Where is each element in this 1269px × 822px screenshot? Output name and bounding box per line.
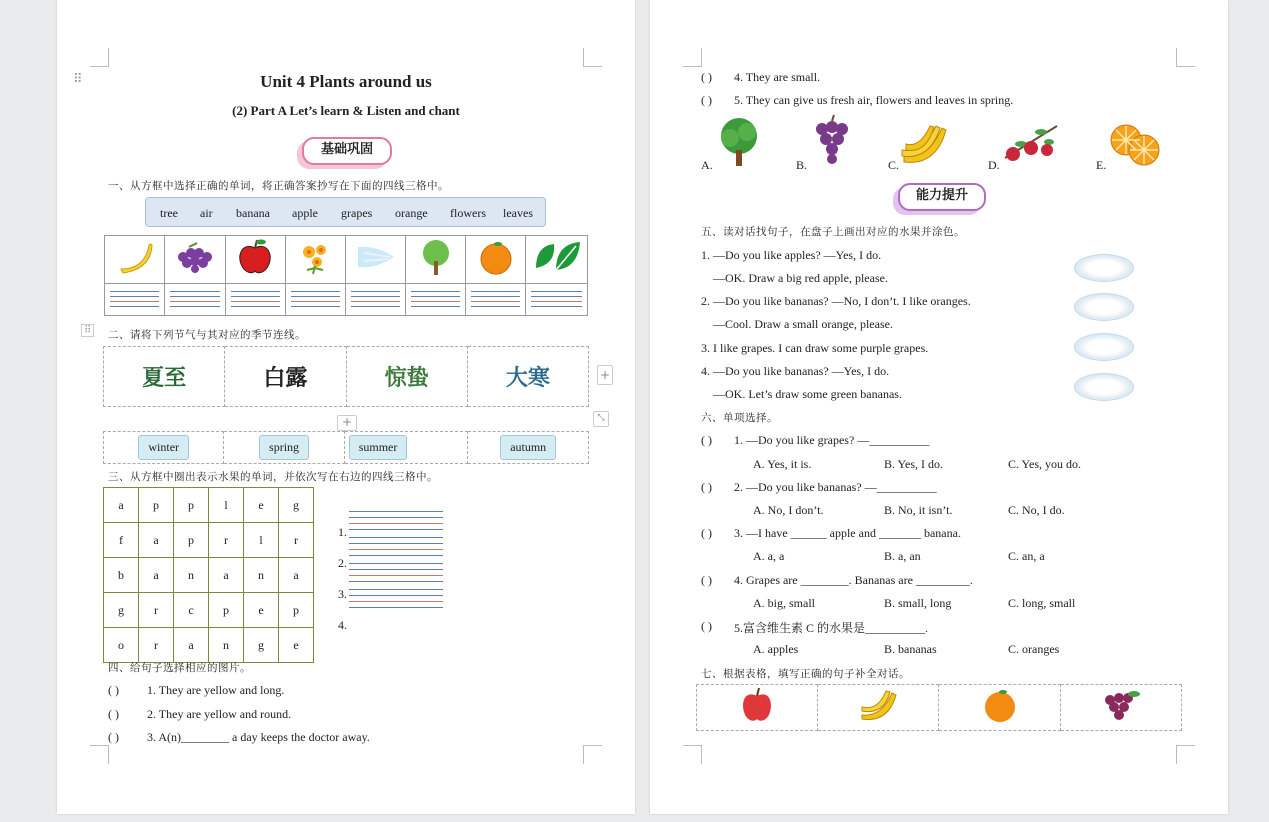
writing-lines[interactable] [466,284,526,316]
crop-mark [683,745,702,764]
section-1-instruction: 一、从方框中选择正确的单词，将正确答案抄写在下面的四线三格中。 [108,180,449,192]
writing-lines[interactable] [526,284,588,316]
grid-letter[interactable]: a [139,523,174,558]
option-label: A. [701,158,713,172]
question-text: 3. A(n)________ a day keeps the doctor away. [147,730,370,744]
crop-mark [1176,48,1195,67]
crop-mark [1176,745,1195,764]
plate[interactable] [1074,333,1134,361]
season-cell [344,432,468,464]
question-paren[interactable]: ( ) [701,573,712,587]
grid-letter[interactable]: r [139,628,174,663]
solar-term-art: 大寒 [505,365,550,391]
grid-letter[interactable]: a [279,558,314,593]
question-text: 5.富含维生素 C 的水果是__________. [734,621,929,635]
air-picture [345,236,406,284]
grid-letter[interactable]: l [209,488,244,523]
apple-picture [739,686,775,724]
option-label: D. [988,158,1000,172]
option-a[interactable]: A. No, I don’t. [753,503,824,517]
question-text: 4. They are small. [734,70,821,84]
question-paren[interactable]: ( ) [701,619,712,633]
season-label: autumn [500,435,556,460]
grid-letter[interactable]: n [244,558,279,593]
solar-term-cell [467,347,588,407]
grid-letter[interactable]: l [244,523,279,558]
option-label: B. [796,158,808,172]
dialog-line: —OK. Draw a big red apple, please. [713,271,888,285]
answer-number: 2. [338,556,347,570]
worksheet-page-2 [650,0,1228,814]
apple-tree-branch-picture [1001,118,1061,171]
tree-picture [406,236,466,284]
solar-term-art: 白露 [263,365,308,391]
section-3-instruction: 三、从方框中圈出表示水果的单词，并依次写在右边的四线三格中。 [108,471,438,483]
drag-handle-icon[interactable]: ⠿ [73,72,83,87]
option-c[interactable]: C. an, a [1008,549,1045,563]
answer-lines[interactable] [349,511,443,612]
word: grapes [341,206,373,220]
question-paren[interactable]: ( ) [701,480,712,494]
grid-letter[interactable]: f [104,523,139,558]
word: flowers [450,206,486,220]
grid-letter[interactable]: r [209,523,244,558]
grid-letter[interactable]: e [279,628,314,663]
season-cell [224,432,344,464]
bananas-picture [898,120,950,173]
question-paren[interactable]: ( ) [701,93,712,107]
grid-letter[interactable]: g [244,628,279,663]
grid-letter[interactable]: p [209,593,244,628]
apple-cell [697,685,818,731]
grapes-picture [808,113,856,172]
grid-letter[interactable]: p [279,593,314,628]
grapes-picture [1098,686,1144,724]
word: banana [236,206,270,220]
leaves-picture [526,236,588,284]
flowers-picture [285,236,345,284]
question-text: 3. —I have ______ apple and _______ banana. [734,526,961,540]
option-b[interactable]: B. Yes, I do. [884,457,944,471]
grid-letter[interactable]: a [209,558,244,593]
grid-letter[interactable]: e [244,593,279,628]
apple-picture [225,236,285,284]
word: apple [292,206,318,220]
dialog-line: —OK. Let’s draw some green bananas. [713,387,902,401]
plate[interactable] [1074,254,1134,282]
section-badge: 基础巩固 [302,137,392,165]
option-c[interactable]: C. long, small [1008,596,1076,610]
option-b[interactable]: B. a, an [884,549,921,563]
crop-mark [90,745,109,764]
section-4-instruction: 四、给句子选择相应的图片。 [108,662,251,674]
tree-picture [714,116,764,173]
section-7-instruction: 七、根据表格，填写正确的句子补全对话。 [701,668,910,680]
word: orange [395,206,428,220]
add-column-icon[interactable]: + [597,365,613,385]
option-b[interactable]: B. bananas [884,642,937,656]
option-a[interactable]: A. apples [753,642,799,656]
section-6-instruction: 六、单项选择。 [701,412,778,424]
dialog-line: 1. —Do you like apples? —Yes, I do. [701,248,882,262]
dialog-line: 3. I like grapes. I can draw some purple grapes. [701,341,929,355]
grid-letter[interactable]: r [279,523,314,558]
question-text: 2. —Do you like bananas? —__________ [734,480,937,494]
oranges-picture [1106,122,1162,173]
option-c[interactable]: C. oranges [1008,642,1060,656]
solar-term-art: 夏至 [142,365,187,391]
grid-letter[interactable]: p [139,488,174,523]
word: leaves [503,206,533,220]
season-label: winter [138,435,189,460]
season-cell [468,432,589,464]
question-text: 1. They are yellow and long. [147,683,285,697]
dialog-line: 2. —Do you like bananas? —No, I don’t. I like oranges. [701,294,971,308]
word-box [145,197,546,227]
plate[interactable] [1074,293,1134,321]
add-row-icon[interactable]: + [337,415,357,431]
grid-letter[interactable]: a [174,628,209,663]
grid-letter[interactable]: c [174,593,209,628]
banana-cell [818,685,939,731]
grid-letter[interactable]: p [174,488,209,523]
option-c[interactable]: C. No, I do. [1008,503,1065,517]
banana-picture [858,687,898,723]
option-b[interactable]: B. No, it isn’t. [884,503,953,517]
grapes-picture [165,236,226,284]
banana-picture [105,236,165,284]
word-search-grid [103,487,314,663]
writing-lines[interactable] [285,284,345,316]
grid-letter[interactable]: o [104,628,139,663]
writing-lines[interactable] [105,284,165,316]
answer-number: 1. [338,525,347,539]
solar-terms-table [103,346,589,407]
seasons-table [103,431,589,464]
season-label: summer [349,435,408,460]
orange-picture [466,236,526,284]
question-paren[interactable]: ( ) [108,683,119,697]
grid-letter[interactable]: a [139,558,174,593]
section-badge: 能力提升 [898,183,986,211]
question-paren[interactable]: ( ) [108,707,119,721]
section-5-instruction: 五、读对话找句子，在盘子上画出对应的水果并涂色。 [701,226,965,238]
option-c[interactable]: C. Yes, you do. [1008,457,1082,471]
question-paren[interactable]: ( ) [701,526,712,540]
crop-mark [683,48,702,67]
option-a[interactable]: A. a, a [753,549,785,563]
question-text: 1. —Do you like grapes? —__________ [734,433,930,447]
grapes-cell [1060,685,1181,731]
answer-number: 4. [338,618,347,632]
table-handle-icon[interactable]: ⠿ [81,324,94,337]
grid-letter[interactable]: r [139,593,174,628]
option-b[interactable]: B. small, long [884,596,952,610]
question-paren[interactable]: ( ) [701,433,712,447]
picture-word-table [104,235,588,316]
solar-term-cell [346,347,467,407]
crop-mark [90,48,109,67]
solar-term-art: 惊蛰 [384,365,429,391]
solar-term-cell [104,347,225,407]
crop-mark [583,745,602,764]
season-cell [104,432,224,464]
writing-lines[interactable] [345,284,406,316]
writing-lines[interactable] [406,284,466,316]
writing-lines[interactable] [165,284,226,316]
grid-letter[interactable]: a [104,488,139,523]
writing-lines[interactable] [225,284,285,316]
season-label: spring [259,435,309,460]
question-text: 5. They can give us fresh air, flowers and leaves in spring. [734,93,1014,107]
question-text: 4. Grapes are ________. Bananas are _________. [734,573,973,587]
plate[interactable] [1074,373,1134,401]
grid-letter[interactable]: g [104,593,139,628]
grid-letter[interactable]: g [279,488,314,523]
grid-letter[interactable]: p [174,523,209,558]
orange-picture [981,686,1019,724]
resize-table-icon[interactable]: ⤡ [593,411,609,427]
word: air [200,206,213,220]
solar-term-cell [225,347,346,407]
option-a[interactable]: A. Yes, it is. [753,457,812,471]
option-label: E. [1096,158,1107,172]
option-a[interactable]: A. big, small [753,596,815,610]
word: tree [160,206,178,220]
grid-letter[interactable]: n [174,558,209,593]
question-text: 2. They are yellow and round. [147,707,292,721]
answer-number: 3. [338,587,347,601]
grid-letter[interactable]: b [104,558,139,593]
option-label: C. [888,158,900,172]
section-2-instruction: 二、请将下列节气与其对应的季节连线。 [108,329,306,341]
grid-letter[interactable]: n [209,628,244,663]
orange-cell [939,685,1060,731]
grid-letter[interactable]: e [244,488,279,523]
dialog-line: —Cool. Draw a small orange, please. [713,317,893,331]
fruit-table [696,684,1182,731]
dialog-line: 4. —Do you like bananas? —Yes, I do. [701,364,890,378]
crop-mark [583,48,602,67]
worksheet-page-1 [57,0,635,814]
page-title: Unit 4 Plants around us [260,72,432,91]
question-paren[interactable]: ( ) [108,730,119,744]
question-paren[interactable]: ( ) [701,70,712,84]
page-subtitle: (2) Part A Let’s learn & Listen and chant [232,103,460,118]
